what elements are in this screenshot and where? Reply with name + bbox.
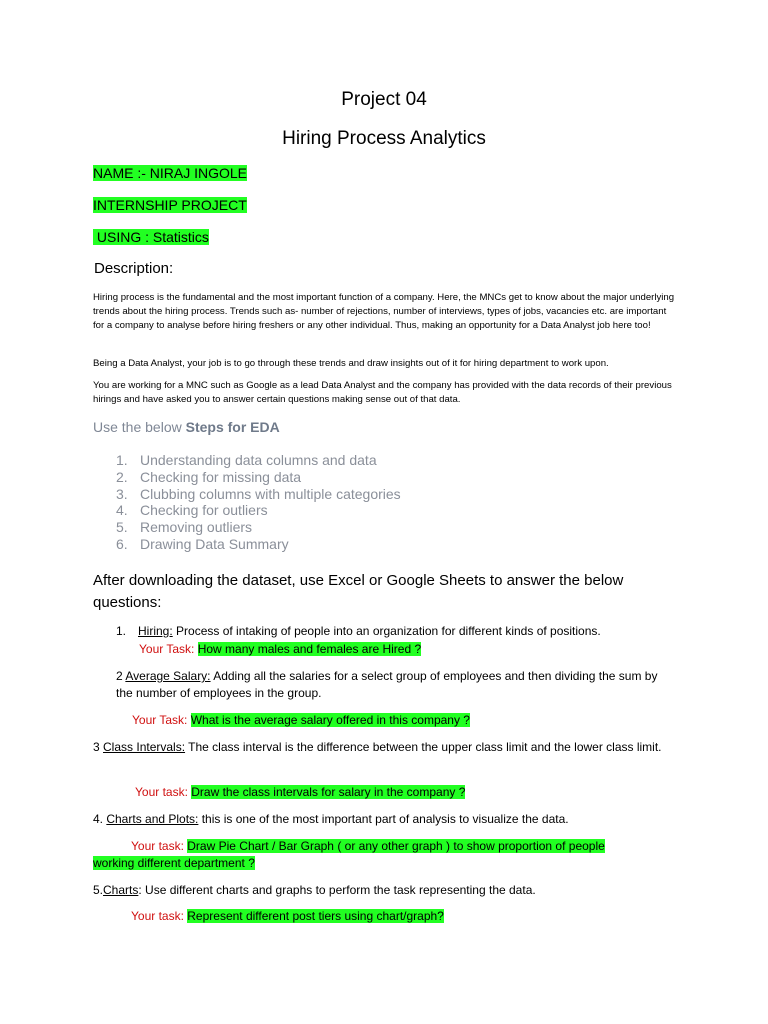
eda-step: 1. Understanding data columns and data	[116, 452, 377, 468]
question-4-task-continued: working different department ?	[93, 856, 255, 870]
question-1-task: Your Task: How many males and females are Hired ?	[139, 642, 422, 656]
question-5-task: Your task: Represent different post tiers using chart/graph?	[131, 909, 444, 923]
question-5-term: Charts	[103, 883, 139, 897]
question-5: 5.Charts: Use different charts and graphs to perform the task representing the data.	[93, 883, 536, 897]
project-number: Project 04	[341, 89, 427, 110]
question-3-task: Your task: Draw the class intervals for salary in the company ?	[135, 785, 466, 799]
question-4-task: Your task: Draw Pie Chart / Bar Graph ( or any other graph ) to show proportion of people	[131, 839, 605, 853]
page-title: Hiring Process Analytics	[282, 128, 486, 149]
question-2: 2 Average Salary: Adding all the salaries for a select group of employees and then dividing the sum by the number of employees in the group.	[116, 669, 661, 700]
question-2-term: Average Salary:	[125, 669, 211, 683]
description-heading: Description:	[94, 260, 174, 277]
question-2-task: Your Task: What is the average salary offered in this company ?	[132, 713, 470, 727]
question-4: 4. Charts and Plots: this is one of the most important part of analysis to visualize the data.	[93, 812, 569, 826]
eda-intro: Use the below Steps for EDA	[93, 419, 280, 435]
question-3: 3 Class Intervals: The class interval is the difference between the upper class limit and the lower class limit.	[93, 740, 662, 754]
eda-step: 6. Drawing Data Summary	[116, 535, 289, 552]
question-1: 1. Hiring: Process of intaking of people into an organization for different kinds of positions.	[116, 624, 601, 638]
eda-step: 5. Removing outliers	[116, 519, 253, 536]
eda-steps-list	[116, 452, 401, 553]
internship-label: INTERNSHIP PROJECT	[93, 197, 247, 213]
question-3-term: Class Intervals:	[103, 740, 186, 754]
name-label: NAME :- NIRAJ INGOLE	[93, 165, 248, 181]
question-1-term: Hiring:	[138, 624, 173, 638]
question-4-term: Charts and Plots:	[106, 812, 199, 826]
eda-step: 4. Checking for outliers	[116, 502, 268, 519]
eda-step: 2. Checking for missing data	[116, 468, 302, 485]
description-paragraph-1: Hiring process is the fundamental and the most important function of a company. Here, the MNCs get to know about the major underlying trends about the hiring process. Trends such as- number of rejections, number of interviews, types of jobs, vacancies etc. are important for a company to analyse before hiring freshers or any other individual. Thus, making an opportunity for a Data Analyst job here too!	[93, 292, 675, 331]
questions-intro: After downloading the dataset, use Excel or Google Sheets to answer the below questions:	[93, 572, 624, 611]
eda-step: 3. Clubbing columns with multiple categories	[116, 485, 401, 502]
description-paragraph-3: You are working for a MNC such as Google as a lead Data Analyst and the company has provided with the data records of their previous hirings and have asked you to answer certain questions making sense out of that data.	[93, 380, 672, 405]
using-label: USING : Statistics	[93, 229, 209, 245]
description-paragraph-2: Being a Data Analyst, your job is to go through these trends and draw insights out of it for hiring department to work upon.	[93, 358, 609, 369]
eda-intro-bold: Steps for EDA	[185, 419, 280, 435]
